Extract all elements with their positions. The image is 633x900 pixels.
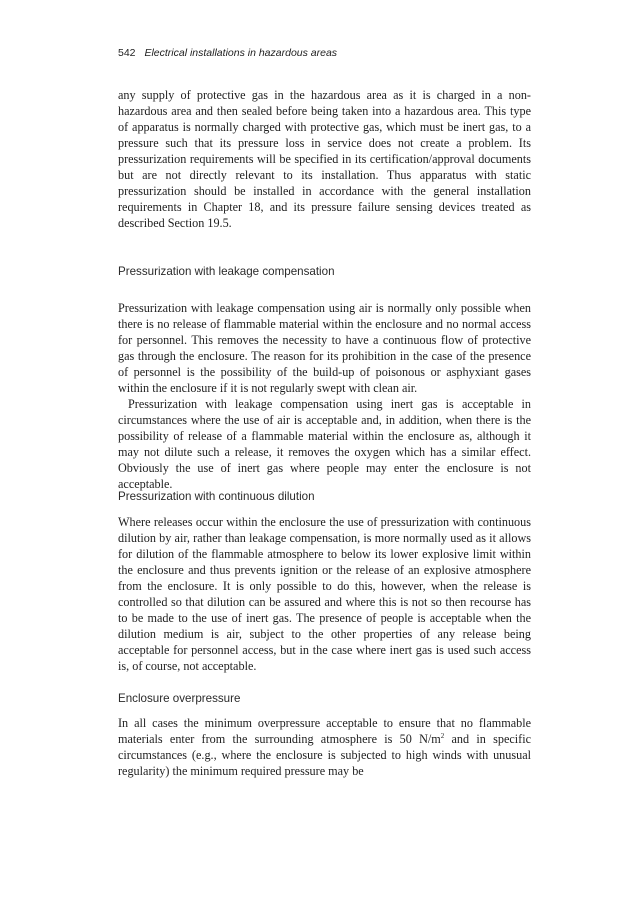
intro-text-block [118, 87, 531, 231]
running-head [118, 47, 538, 59]
heading-continuous-dilution: Pressurization with continuous dilution [118, 490, 315, 503]
overpressure-text-start: In all cases the minimum overpressure acceptable to ensure that no flammable materials enter from the surrounding atmosphere is 50 N/m [118, 716, 531, 746]
book-title: Electrical installations in hazardous areas [144, 47, 338, 59]
overpressure-paragraph [118, 715, 531, 779]
overpressure-text-block [118, 715, 531, 779]
heading-enclosure-overpressure: Enclosure overpressure [118, 692, 241, 705]
leakage-text-block [118, 300, 531, 492]
unit-superscript: 2 [440, 732, 445, 740]
dilution-text-block [118, 514, 531, 674]
page-number: 542 [118, 47, 136, 59]
dilution-paragraph: Where releases occur within the enclosure the use of pressurization with continuous dilution by air, rather than leakage compensation, is more normally used as it allows for dilution of the flammable atmosphere to below its lower explosive limit within the enclosure and thus prevents ignition or the release of an explosive atmosphere from the enclosure. It is only possible to do this, however, when the release is controlled so that dilution can be assured and where this is not so then recourse has to be made to the use of inert gas. The presence of people is acceptable when the dilution medium is air, subject to the other properties of any release being acceptable for personnel access, but in the case where inert gas is used such access is, of course, not acceptable. [118, 515, 531, 673]
intro-paragraph: any supply of protective gas in the hazardous area as it is charged in a non-hazardous area and then sealed before being taken into a hazardous area. This type of apparatus is normally charged with protective gas, which must be inert gas, to a pressure such that its pressure loss in service does not create a problem. Its pressurization requirements will be specified in its certification/approval documents but are not directly relevant to its installation. Thus apparatus with static pressurization should be installed in accordance with the general installation requirements in Chapter 18, and its pressure failure sensing devices treated as described Section 19.5. [118, 88, 531, 230]
leakage-paragraph-2: Pressurization with leakage compensation using inert gas is acceptable in circumstances where the use of air is acceptable and, in addition, when there is the possibility of release of a flammable material within the enclosure as, although it may not dilute such a release, it removes the oxygen which has a similar effect. Obviously the use of inert gas where people may enter the enclosure is not acceptable. [118, 397, 531, 491]
overpressure-text-end: and in specific circumstances (e.g., where the enclosure is subjected to high winds with unusual regularity) the minimum required pressure may be [118, 732, 531, 778]
heading-leakage-compensation: Pressurization with leakage compensation [118, 265, 335, 278]
leakage-paragraph-1: Pressurization with leakage compensation using air is normally only possible when there is no release of flammable material within the enclosure and no normal access for personnel. This removes the necessity to have a continuous flow of protective gas through the enclosure. The reason for its prohibition in the case of the presence of personnel is the possibility of the build-up of poisonous or asphyxiant gases within the enclosure if it is not regularly swept with clean air. [118, 301, 531, 395]
